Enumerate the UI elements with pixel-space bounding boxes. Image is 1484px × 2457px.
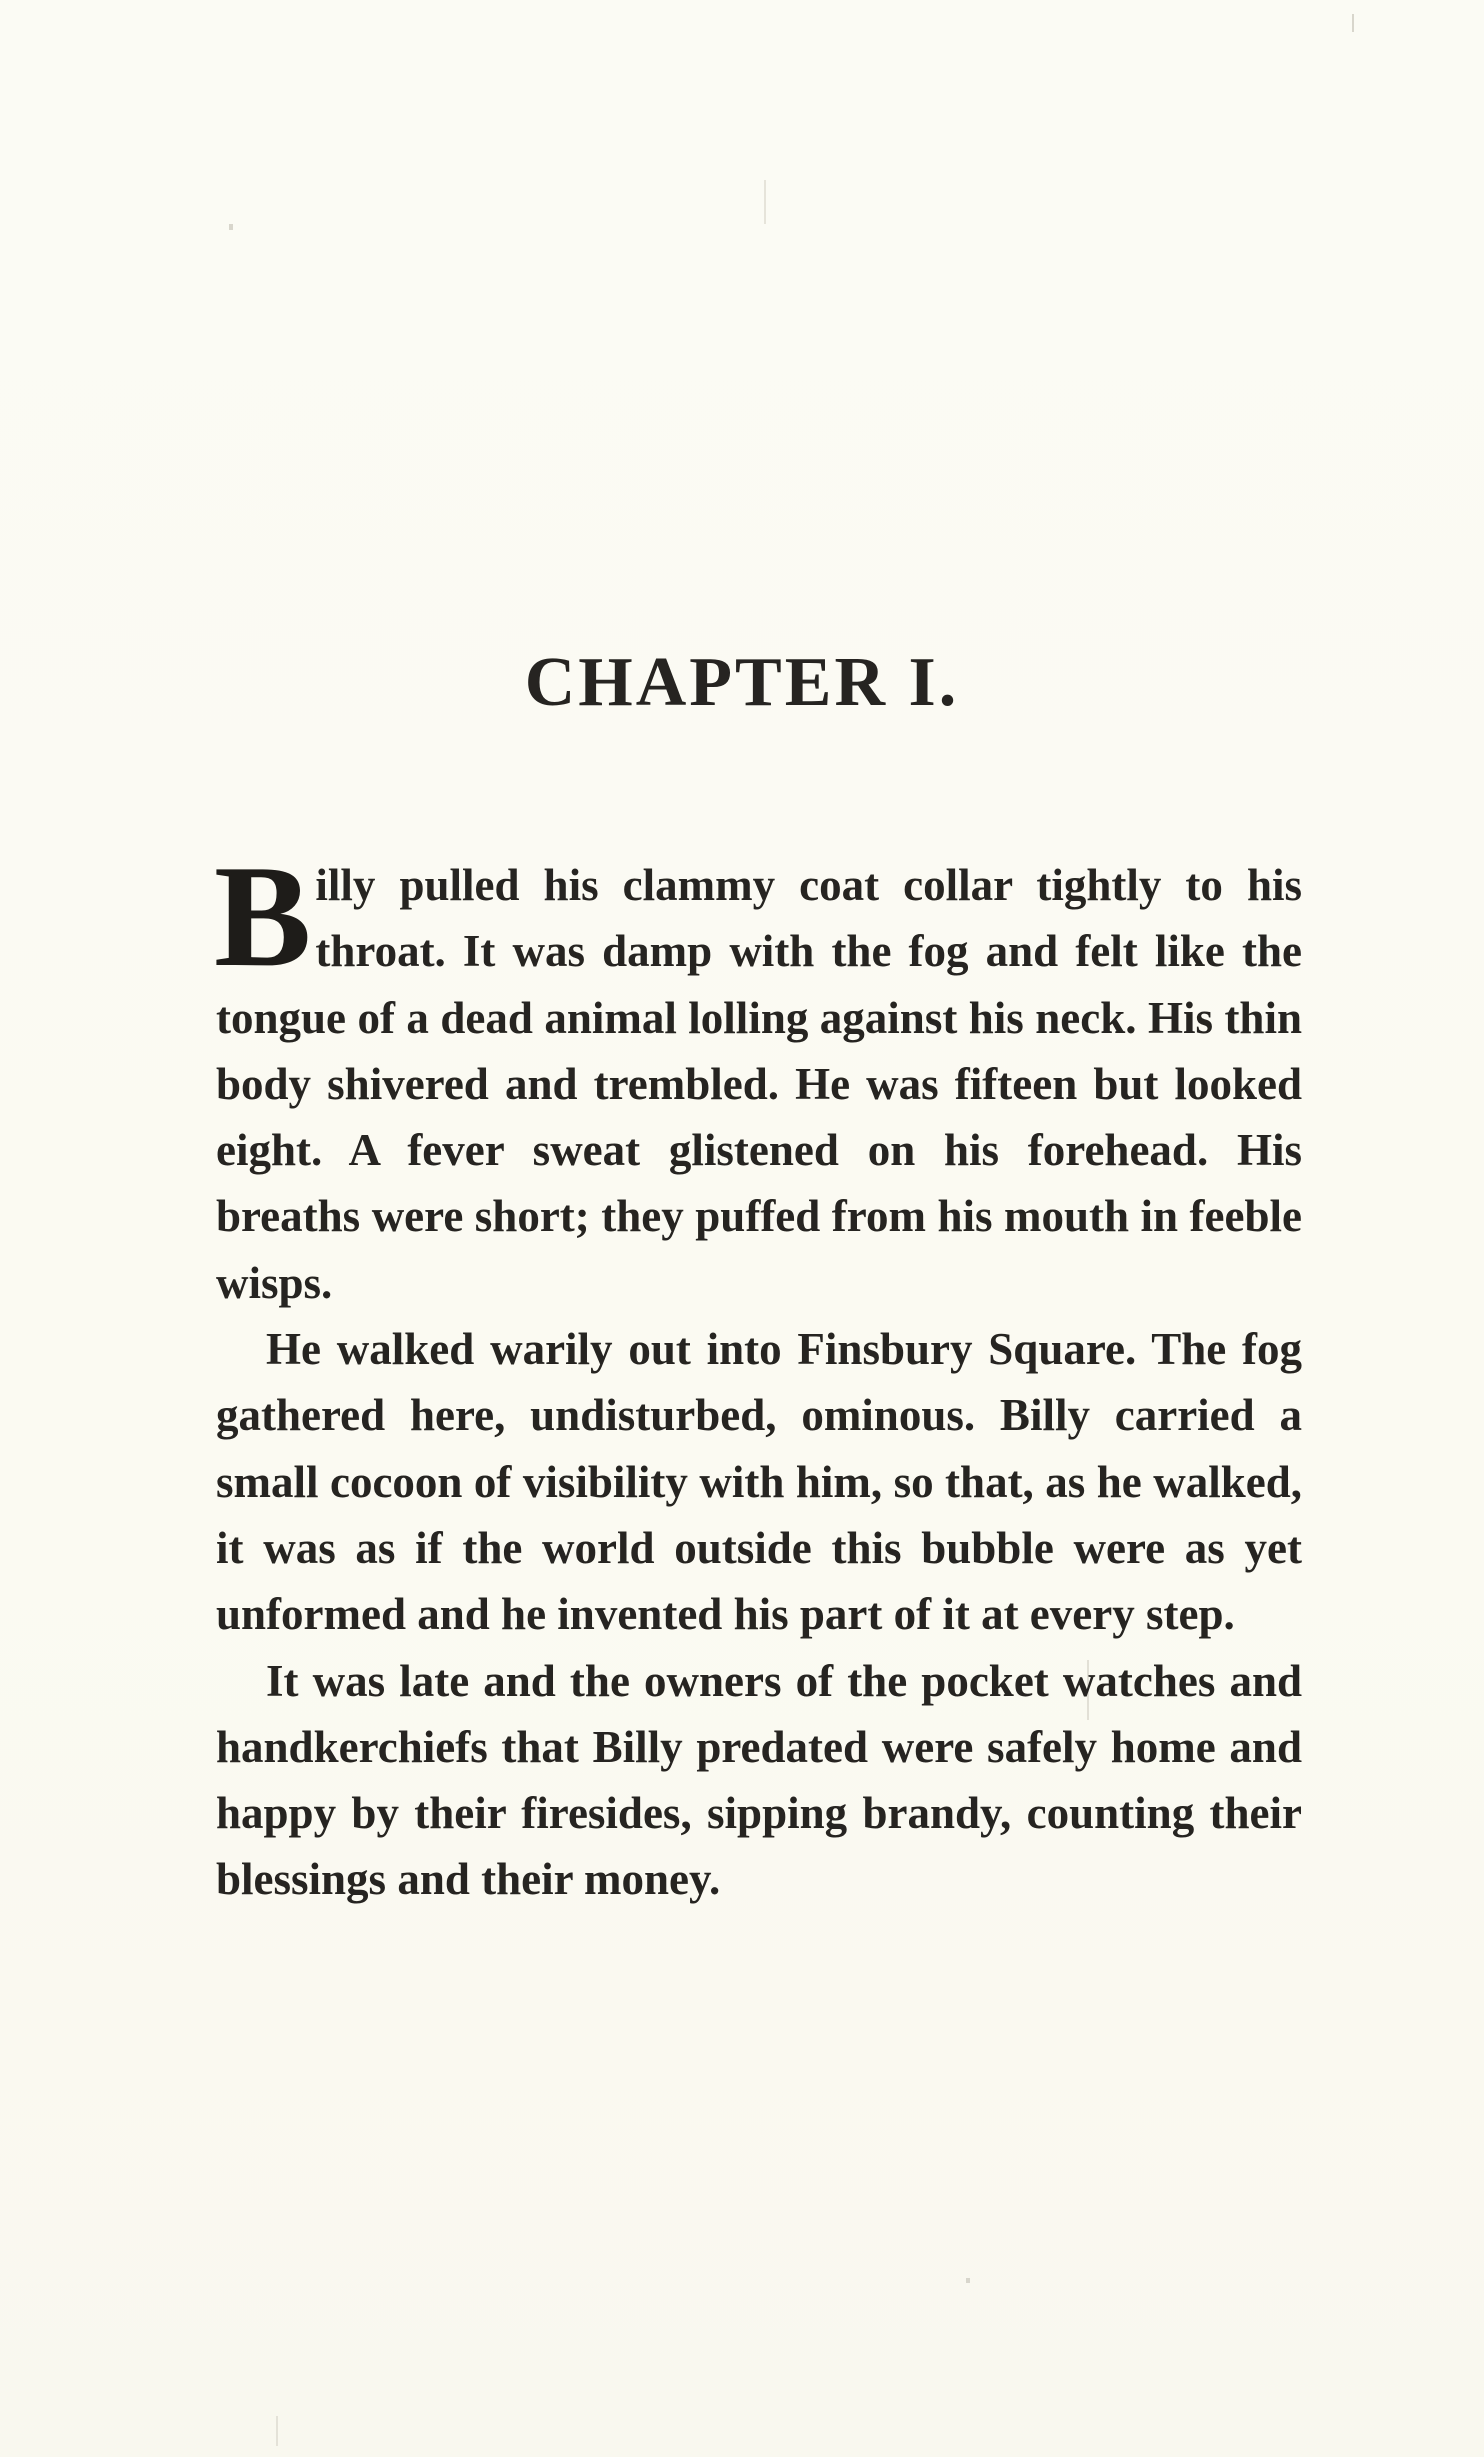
drop-cap: B [214,835,312,997]
chapter-body [214,835,1302,1913]
paper-speck [229,224,233,230]
paragraph-1-text: illy pulled his clammy coat collar tightly to his throat. It was damp with the fog and felt like the tongue of a dead animal lolling against his neck. His thin body shivered and trembled. He was fifteen but looked eight. A fever sweat glistened on his forehead. His breaths were short; they puffed from his mouth in feeble wisps. [216,860,1302,1308]
paper-speck [966,2278,970,2283]
paragraph-2: He walked warily out into Finsbury Square. The fog gathered here, undisturbed, ominous. Billy carried a small cocoon of visibility with him, so that, as he walked, it was as if the world outside this bubble were as yet unformed and he invented his part of it at every step. [216,1324,1302,1640]
paper-speck [764,180,766,224]
paper-speck [1352,14,1354,32]
paper-speck [276,2416,278,2446]
chapter-title: CHAPTER I. [524,644,960,721]
paragraph-3: It was late and the owners of the pocket watches and handkerchiefs that Billy predated were safely home and happy by their firesides, sipping brandy, counting their blessings and their money. [216,1655,1302,1905]
paragraph-1 [214,835,1302,1316]
